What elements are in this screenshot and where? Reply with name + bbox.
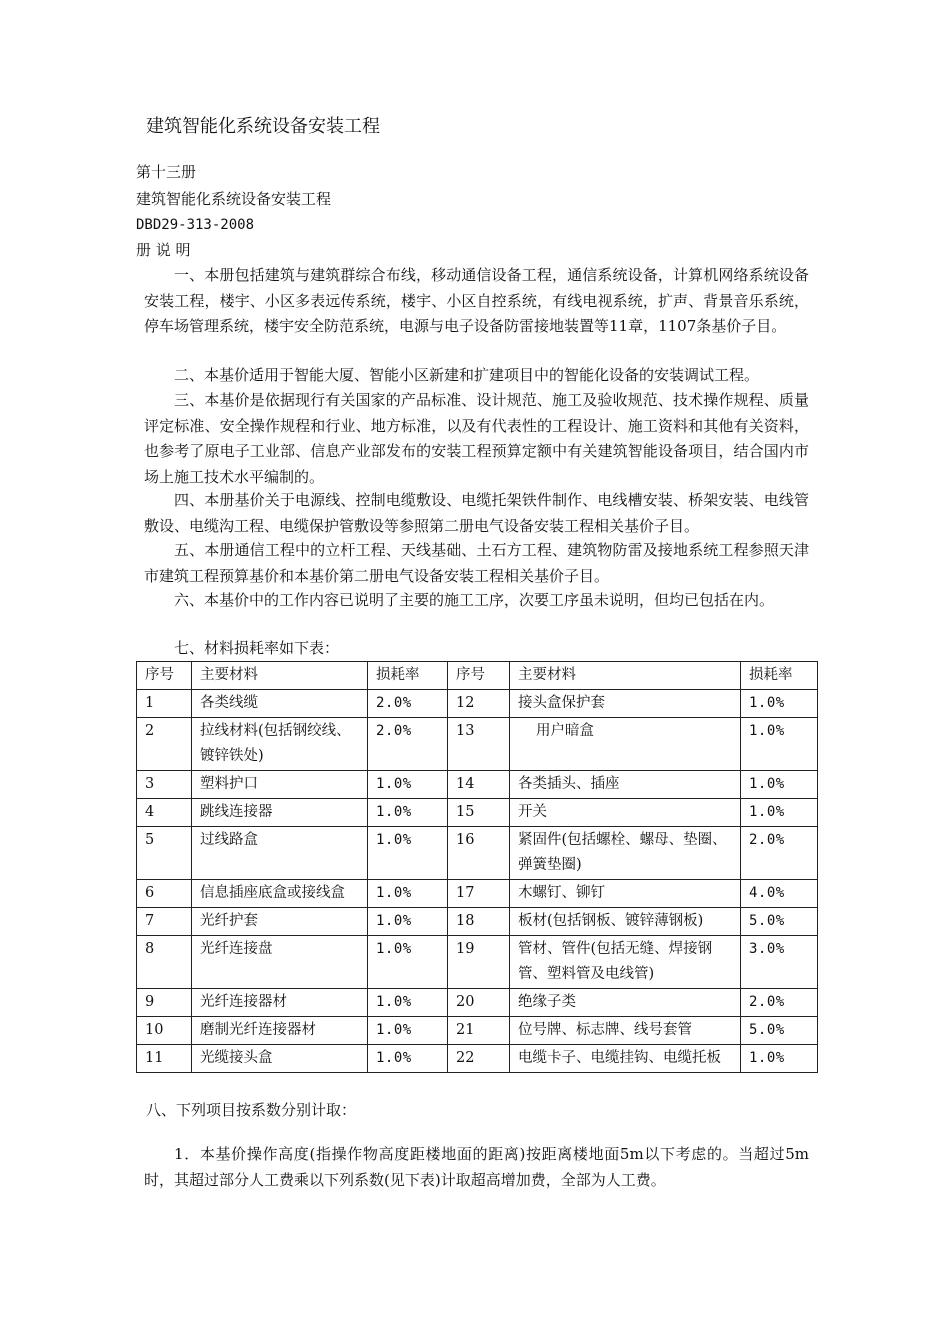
- table-cell: 光纤连接盘: [192, 936, 368, 989]
- table-cell: 4.0%: [741, 880, 818, 908]
- table-cell: 电缆卡子、电缆挂钩、电缆托板: [510, 1045, 741, 1073]
- table-cell: 1.0%: [741, 771, 818, 799]
- table-cell: 木螺钉、铆钉: [510, 880, 741, 908]
- table-cell: 磨制光纤连接器材: [192, 1017, 368, 1045]
- table-cell: 拉线材料(包括钢绞线、镀锌铁处): [192, 718, 368, 771]
- table-cell: 1.0%: [368, 771, 448, 799]
- table-row: [137, 989, 818, 1017]
- table-cell: 16: [448, 827, 510, 880]
- table-cell: 17: [448, 880, 510, 908]
- table-cell: 14: [448, 771, 510, 799]
- paragraph-6: 六、本基价中的工作内容已说明了主要的施工工序，次要工序虽未说明，但均已包括在内。: [174, 591, 775, 609]
- table-cell: 3: [137, 771, 192, 799]
- table-cell: 8: [137, 936, 192, 989]
- paragraph-9: 1．本基价操作高度(指操作物高度距楼地面的距离)按距离楼地面5m以下考虑的。当超过5m时，其超过部分人工费乘以下列系数(见下表)计取超高增加费，全部为人工费。: [144, 1145, 809, 1189]
- table-cell: 1.0%: [368, 989, 448, 1017]
- table-row: [137, 1045, 818, 1073]
- table-cell: 光缆接头盒: [192, 1045, 368, 1073]
- table-row: [137, 880, 818, 908]
- table-cell: 5.0%: [741, 1017, 818, 1045]
- table-cell: 11: [137, 1045, 192, 1073]
- table-cell: 过线路盒: [192, 827, 368, 880]
- header-cell: 序号: [137, 662, 192, 690]
- paragraph-1: 一、本册包括建筑与建筑群综合布线，移动通信设备工程，通信系统设备，计算机网络系统设备安装工程，楼宇、小区多表远传系统，楼宇、小区自控系统，有线电视系统，扩声、背景音乐系统，停车场管理系统，楼宇安全防范系统，电源与电子设备防雷接地装置等11章，1107条基价子目。: [144, 266, 809, 335]
- standard-code: DBD29-313-2008: [136, 217, 255, 233]
- table-row: [137, 690, 818, 718]
- table-cell: 18: [448, 908, 510, 936]
- table-cell: 1.0%: [368, 827, 448, 880]
- table-cell: 跳线连接器: [192, 799, 368, 827]
- table-cell: 板材(包括钢板、镀锌薄钢板): [510, 908, 741, 936]
- paragraph-2: 二、本基价适用于智能大厦、智能小区新建和扩建项目中的智能化设备的安装调试工程。: [174, 366, 760, 384]
- table-cell: 1.0%: [741, 799, 818, 827]
- table-cell: 2: [137, 718, 192, 771]
- header-cell: 序号: [448, 662, 510, 690]
- table-cell: 3.0%: [741, 936, 818, 989]
- header-cell: 主要材料: [192, 662, 368, 690]
- table-cell: 12: [448, 690, 510, 718]
- table-cell: 开关: [510, 799, 741, 827]
- table-cell: 1.0%: [368, 799, 448, 827]
- table-cell: 用户暗盒: [510, 718, 741, 771]
- paragraph-5: 五、本册通信工程中的立杆工程、天线基础、土石方工程、建筑物防雷及接地系统工程参照天津市建筑工程预算基价和本基价第二册电气设备安装工程相关基价子目。: [144, 541, 809, 585]
- table-cell: 1.0%: [368, 1017, 448, 1045]
- table-cell: 1.0%: [741, 1045, 818, 1073]
- table-cell: 1.0%: [368, 880, 448, 908]
- table-cell: 1.0%: [368, 1045, 448, 1073]
- header-cell: 损耗率: [741, 662, 818, 690]
- table-cell: 塑料护口: [192, 771, 368, 799]
- table-cell: 2.0%: [741, 989, 818, 1017]
- table-row: [137, 908, 818, 936]
- table-cell: 各类线缆: [192, 690, 368, 718]
- table-cell: 1.0%: [741, 690, 818, 718]
- material-loss-table: [136, 661, 818, 1073]
- table-cell: 位号牌、标志牌、线号套管: [510, 1017, 741, 1045]
- table-cell: 15: [448, 799, 510, 827]
- table-cell: 紧固件(包括螺栓、螺母、垫圈、弹簧垫圈): [510, 827, 741, 880]
- table-cell: 6: [137, 880, 192, 908]
- table-cell: 7: [137, 908, 192, 936]
- table-row: [137, 936, 818, 989]
- table-cell: 1.0%: [368, 908, 448, 936]
- table-cell: 信息插座底盒或接线盒: [192, 880, 368, 908]
- table-cell: 光纤护套: [192, 908, 368, 936]
- table-cell: 20: [448, 989, 510, 1017]
- table-row: [137, 771, 818, 799]
- table-cell: 1.0%: [368, 936, 448, 989]
- table-cell: 2.0%: [741, 827, 818, 880]
- table-cell: 光纤连接器材: [192, 989, 368, 1017]
- table-cell: 22: [448, 1045, 510, 1073]
- volume-label: 第十三册: [136, 163, 197, 181]
- table-cell: 2.0%: [368, 718, 448, 771]
- table-cell: 19: [448, 936, 510, 989]
- paragraph-8: 八、下列项目按系数分别计取：: [146, 1101, 357, 1119]
- table-row: [137, 827, 818, 880]
- table-cell: 绝缘子类: [510, 989, 741, 1017]
- table-cell: 5: [137, 827, 192, 880]
- table-cell: 1.0%: [741, 718, 818, 771]
- volume-subtitle: 建筑智能化系统设备安装工程: [136, 190, 332, 208]
- table-cell: 10: [137, 1017, 192, 1045]
- paragraph-4: 四、本册基价关于电源线、控制电缆敷设、电缆托架铁件制作、电线槽安装、桥架安装、电线管敷设、电缆沟工程、电缆保护管敷设等参照第二册电气设备安装工程相关基价子目。: [144, 491, 809, 535]
- table-cell: 13: [448, 718, 510, 771]
- table-cell: 1: [137, 690, 192, 718]
- table-cell: 9: [137, 989, 192, 1017]
- paragraph-7: 七、材料损耗率如下表：: [174, 639, 340, 657]
- table-cell: 各类插头、插座: [510, 771, 741, 799]
- header-cell: 主要材料: [510, 662, 741, 690]
- section-heading: 册 说 明: [136, 241, 191, 259]
- header-cell: 损耗率: [368, 662, 448, 690]
- table-row: [137, 1017, 818, 1045]
- table-row: [137, 799, 818, 827]
- table-row: [137, 718, 818, 771]
- table-cell: 4: [137, 799, 192, 827]
- table-cell: 2.0%: [368, 690, 448, 718]
- table-cell: 管材、管件(包括无缝、焊接钢管、塑料管及电线管): [510, 936, 741, 989]
- table-cell: 21: [448, 1017, 510, 1045]
- table-cell: 接头盒保护套: [510, 690, 741, 718]
- paragraph-3: 三、本基价是依据现行有关国家的产品标准、设计规范、施工及验收规范、技术操作规程、质量评定标准、安全操作规程和行业、地方标准，以及有代表性的工程设计、施工资料和其他有关资料，也参考了原电子工业部、信息产业部发布的安装工程预算定额中有关建筑智能设备项目，结合国内市场上施工技术水平编制的。: [144, 391, 809, 486]
- document-title: 建筑智能化系统设备安装工程: [146, 116, 380, 137]
- table-cell: 5.0%: [741, 908, 818, 936]
- table-header-row: [137, 662, 818, 690]
